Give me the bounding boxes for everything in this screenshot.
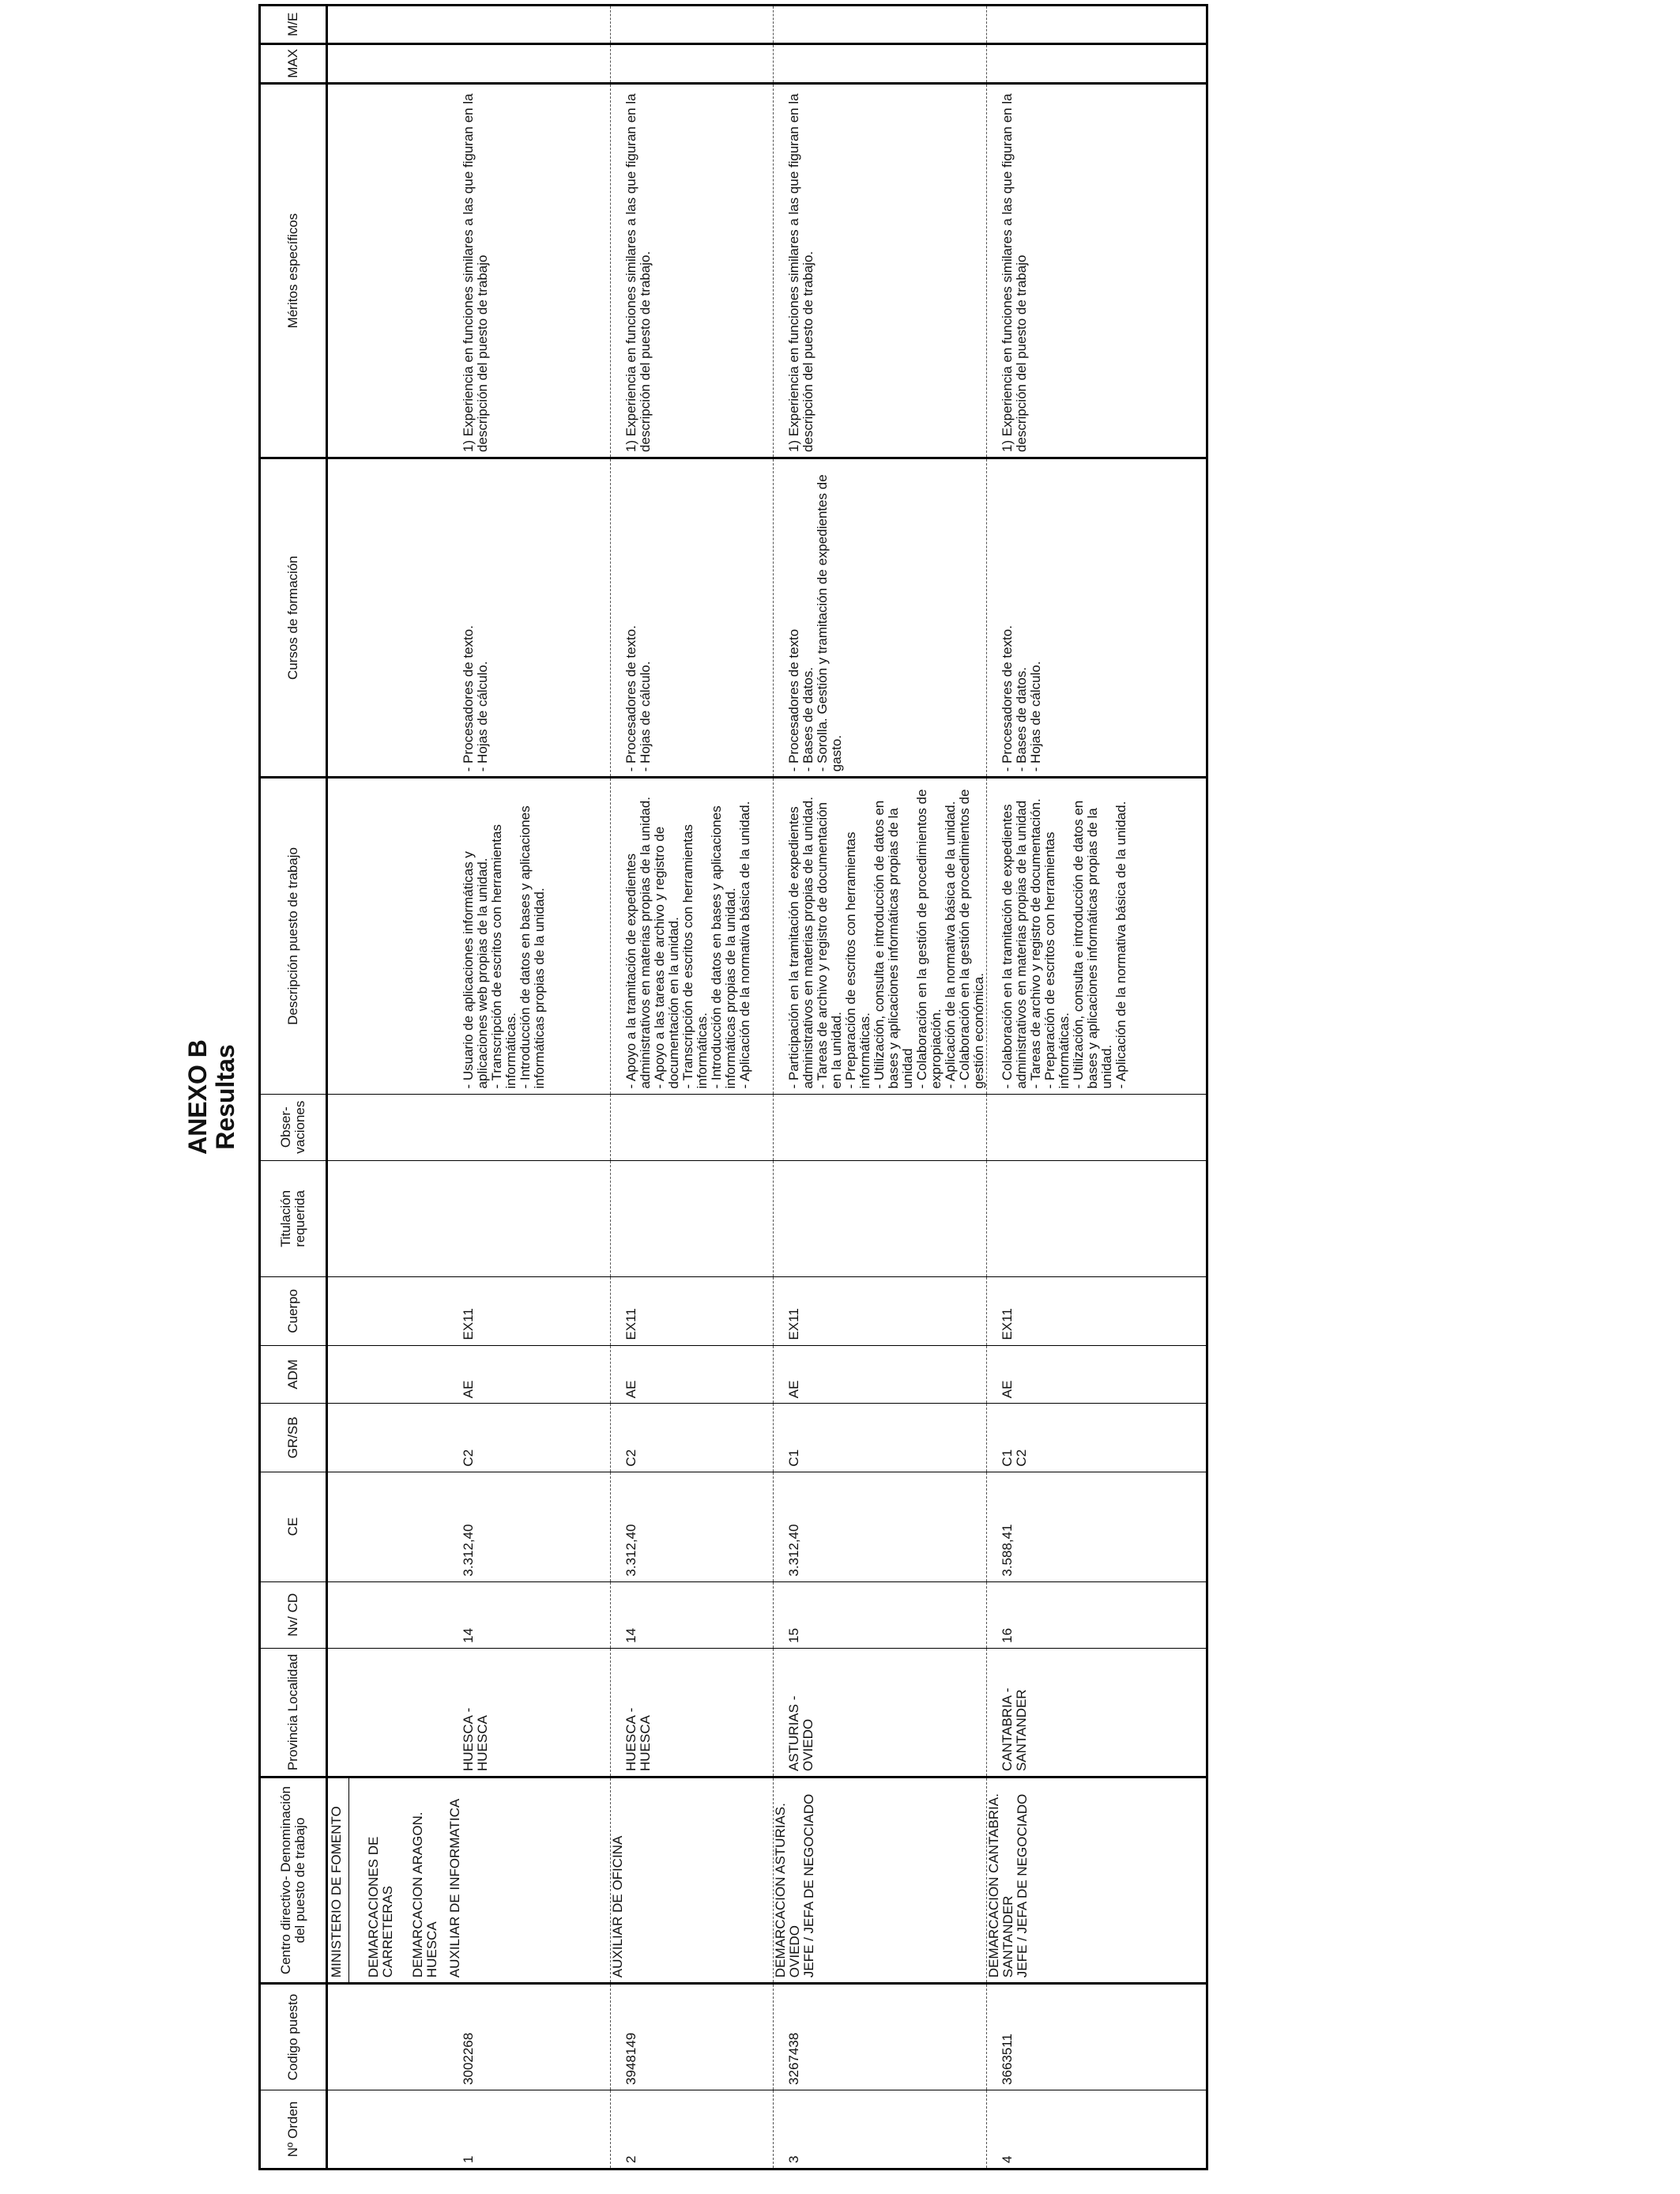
header-me: M/E: [260, 6, 327, 44]
cell-centro: [987, 1777, 1207, 1984]
cell-provincia: HUESCA - HUESCA: [611, 1648, 774, 1777]
prelude-centro: [327, 1777, 449, 1984]
table-row: [987, 6, 1207, 2169]
unidad-label: DEMARCACION ASTURIAS. OVIEDO: [773, 1803, 802, 1978]
unidad-label: DEMARCACION CANTABRIA. SANTANDER: [986, 1793, 1015, 1978]
cell-orden: 2: [611, 2090, 774, 2169]
cell-codigo: 3002268: [448, 1984, 611, 2090]
table-row: [611, 6, 774, 2169]
page-title: ANEXO B: [183, 1039, 212, 1155]
table-row: [774, 6, 987, 2169]
cell-me: [448, 6, 611, 44]
cell-max: [448, 43, 611, 84]
header-meritos: Méritos específicos: [260, 84, 327, 458]
cell-cuerpo: EX11: [774, 1277, 987, 1345]
prelude-row: [327, 6, 449, 2169]
cell-ce: 3.588,41: [987, 1472, 1207, 1581]
cell-orden: 1: [448, 2090, 611, 2169]
header-titulacion: Titulación requerida: [260, 1160, 327, 1276]
cell-codigo: 3267438: [774, 1984, 987, 2090]
cell-cuerpo: EX11: [611, 1277, 774, 1345]
header-adm: ADM: [260, 1345, 327, 1404]
header-codigo: Codigo puesto: [260, 1984, 327, 2090]
cell-codigo: 3948149: [611, 1984, 774, 2090]
cell-grsb: C2: [611, 1404, 774, 1472]
cell-adm: AE: [774, 1345, 987, 1404]
cell-me: [987, 6, 1207, 44]
cell-me: [611, 6, 774, 44]
cell-grsb: C1: [774, 1404, 987, 1472]
cell-max: [611, 43, 774, 84]
cell-observaciones: [611, 1094, 774, 1160]
header-descripcion: Descripción puesto de trabajo: [260, 778, 327, 1094]
header-provincia: Provincia Localidad: [260, 1648, 327, 1777]
cell-meritos: 1) Experiencia en funciones similares a las que figuran en la descripción del puesto de trabajo: [987, 84, 1207, 458]
cell-grsb: C2: [448, 1404, 611, 1472]
cell-descripcion: - Apoyo a la tramitación de expedientes administrativos en materias propias de la unidad. - Apoyo a las tareas de archivo y registro de documentación en la unidad. - Transcripción de escritos con herramientas informáticas. - Introducción de datos en bases y aplicaciones informáticas propias de la unidad. - Aplicación de la normativa básica de la unidad.: [611, 778, 774, 1094]
cell-titulacion: [611, 1160, 774, 1276]
cell-nivel: 14: [448, 1581, 611, 1648]
cell-cursos: - Procesadores de texto. - Bases de datos. - Hojas de cálculo.: [987, 458, 1207, 778]
cell-meritos: 1) Experiencia en funciones similares a las que figuran en la descripción del puesto de trabajo.: [611, 84, 774, 458]
cell-cuerpo: EX11: [987, 1277, 1207, 1345]
header-max: MAX: [260, 43, 327, 84]
cell-nivel: 15: [774, 1581, 987, 1648]
cell-max: [774, 43, 987, 84]
cell-descripcion: - Colaboración en la tramitación de expedientes administrativos en materias propias de la unidad - Tareas de archivo y registro de documentación. - Preparación de escritos con herramientas informáticas. - Utilización, consulta e introducción de datos en bases y aplicaciones informáticas propias de la unidad. - Aplicación de la normativa básica de la unidad.: [987, 778, 1207, 1094]
cell-cursos: - Procesadores de texto. - Hojas de cálculo.: [448, 458, 611, 778]
header-orden: Nº Orden: [260, 2090, 327, 2169]
cell-orden: 4: [987, 2090, 1207, 2169]
cell-puesto: AUXILIAR DE INFORMATICA: [448, 1777, 611, 1984]
header-cuerpo: Cuerpo: [260, 1277, 327, 1345]
header-cursos: Cursos de formación: [260, 458, 327, 778]
cell-provincia: HUESCA - HUESCA: [448, 1648, 611, 1777]
ministerio-label: MINISTERIO DE FOMENTO: [330, 1778, 349, 1982]
header-nivel: Nv/ CD: [260, 1581, 327, 1648]
table-row: [448, 6, 611, 2169]
puesto-label: JEFE / JEFA DE NEGOCIADO: [801, 1793, 816, 1978]
cell-nivel: 16: [987, 1581, 1207, 1648]
cell-nivel: 14: [611, 1581, 774, 1648]
header-observaciones: Obser- vaciones: [260, 1094, 327, 1160]
demarcaciones-label: DEMARCACIONES DE CARRETERAS: [366, 1836, 395, 1978]
cell-titulacion: [987, 1160, 1207, 1276]
demarcacion-label: DEMARCACION ARAGON. HUESCA: [410, 1811, 439, 1978]
cell-me: [774, 6, 987, 44]
cell-grsb: C1 C2: [987, 1404, 1207, 1472]
cell-codigo: 3663511: [987, 1984, 1207, 2090]
cell-observaciones: [774, 1094, 987, 1160]
header-centro: Centro directivo- Denominación del puesto de trabajo: [260, 1777, 327, 1984]
cell-titulacion: [774, 1160, 987, 1276]
puesto-label: JEFE / JEFA DE NEGOCIADO: [1015, 1793, 1030, 1978]
cell-cuerpo: EX11: [448, 1277, 611, 1345]
cell-titulacion: [448, 1160, 611, 1276]
cell-max: [987, 43, 1207, 84]
header-ce: CE: [260, 1472, 327, 1581]
header-grsb: GR/SB: [260, 1404, 327, 1472]
cell-ce: 3.312,40: [774, 1472, 987, 1581]
cell-observaciones: [987, 1094, 1207, 1160]
results-table: [258, 4, 1208, 2170]
cell-centro: [774, 1777, 987, 1984]
cell-descripcion: - Usuario de aplicaciones informáticas y aplicaciones web propias de la unidad. - Transcripción de escritos con herramientas informáticas. - Introducción de datos en bases y aplicaciones informáticas propias de la unidad.: [448, 778, 611, 1094]
header-row: [260, 6, 327, 2169]
cell-provincia: ASTURIAS - OVIEDO: [774, 1648, 987, 1777]
cell-cursos: - Procesadores de texto - Bases de datos. - Sorolla. Gestión y tramitación de expedientes de gasto.: [774, 458, 987, 778]
cell-meritos: 1) Experiencia en funciones similares a las que figuran en la descripción del puesto de trabajo: [448, 84, 611, 458]
cell-adm: AE: [448, 1345, 611, 1404]
cell-descripcion: - Participación en la tramitación de expedientes administrativos en materias propias de la unidad. - Tareas de archivo y registro de documentación en la unidad. - Preparación de escritos con herramientas informáticas. - Utilización, consulta e introducción de datos en bases y aplicaciones informáticas propias de la unidad - Colaboración en la gestión de procedimientos de expropiación. - Aplicación de la normativa básica de la unidad. - Colaboración en la gestión de procedimientos de gestión económica.: [774, 778, 987, 1094]
cell-puesto: AUXILIAR DE OFICINA: [611, 1777, 774, 1984]
cell-provincia: CANTABRIA - SANTANDER: [987, 1648, 1207, 1777]
cell-adm: AE: [611, 1345, 774, 1404]
page-subtitle: Resultas: [211, 1044, 239, 1150]
cell-ce: 3.312,40: [611, 1472, 774, 1581]
cell-observaciones: [448, 1094, 611, 1160]
cell-adm: AE: [987, 1345, 1207, 1404]
cell-meritos: 1) Experiencia en funciones similares a las que figuran en la descripción del puesto de trabajo.: [774, 84, 987, 458]
cell-orden: 3: [774, 2090, 987, 2169]
cell-ce: 3.312,40: [448, 1472, 611, 1581]
cell-cursos: - Procesadores de texto. - Hojas de cálculo.: [611, 458, 774, 778]
